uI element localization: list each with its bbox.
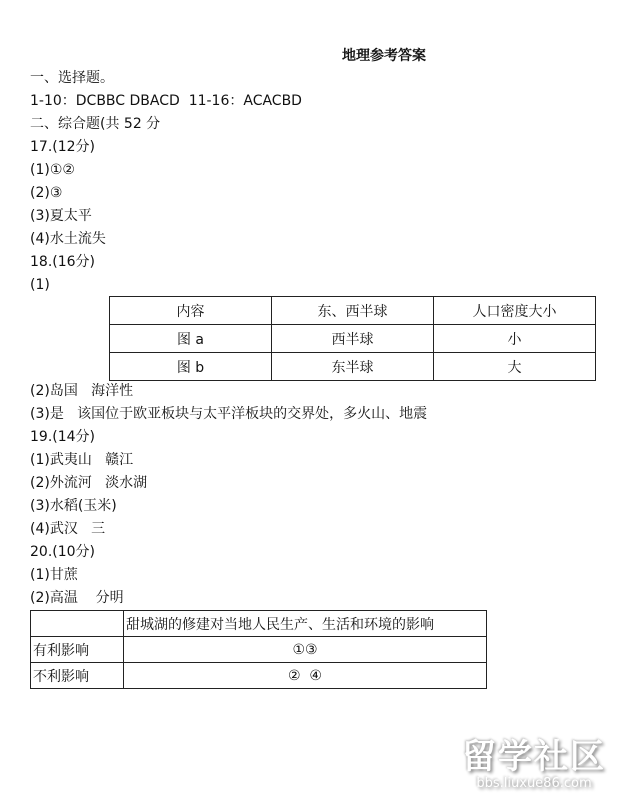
answer-line: 20.(10分) [30,544,96,560]
table-cell: 不利影响 [31,663,124,689]
answer-line: (2)高温 分明 [30,590,124,606]
answer-line: (1) [30,277,50,293]
table-row [31,663,487,689]
table-row [31,637,487,663]
table-cell: 小 [434,325,596,353]
answer-line: 一、选择题。 [30,70,114,86]
page-title: 地理参考答案 [342,48,426,64]
hemisphere-table [109,296,596,381]
answer-line: 17.(12分) [30,139,96,155]
answer-line: (3)水稻(玉米) [30,498,117,514]
answer-line: (3)是 该国位于欧亚板块与太平洋板块的交界处，多火山、地震 [30,406,428,422]
table-row [110,353,596,381]
table-cell: 大 [434,353,596,381]
answer-line: (4)水土流失 [30,231,106,247]
table-cell-empty [31,611,124,637]
watermark-logo [462,738,606,791]
answer-line: (1)①② [30,162,75,178]
table-cell: 西半球 [272,325,434,353]
answer-line: 18.(16分) [30,254,96,270]
table-cell: 图 a [110,325,272,353]
table-cell: 有利影响 [31,637,124,663]
watermark-text: 留学社区 [462,737,606,777]
table-cell: 东半球 [272,353,434,381]
answer-line: (2)③ [30,185,63,201]
lake-impact-table [30,610,487,689]
answer-line: 二、综合题(共 52 分 [30,116,161,132]
table-header: 内容 [110,297,272,325]
answer-line: (1)武夷山 赣江 [30,452,134,468]
table-cell: ② ④ [124,663,487,689]
answer-line: (2)外流河 淡水湖 [30,475,148,491]
answer-line: (1)甘蔗 [30,567,78,583]
answer-line: 1-10：DCBBC DBACD 11-16：ACACBD [30,93,302,109]
table-cell: ①③ [124,637,487,663]
table-row [110,325,596,353]
table-header: 甜城湖的修建对当地人民生产、生活和环境的影响 [124,611,487,637]
answer-line: (3)夏太平 [30,208,92,224]
answer-line: (2)岛国 海洋性 [30,383,134,399]
table-header: 人口密度大小 [434,297,596,325]
answer-line: 19.(14分) [30,429,96,445]
table-header: 东、西半球 [272,297,434,325]
table-cell: 图 b [110,353,272,381]
watermark-url: bbs.liuxue86.com [476,776,592,791]
answer-line: (4)武汉 三 [30,521,106,537]
